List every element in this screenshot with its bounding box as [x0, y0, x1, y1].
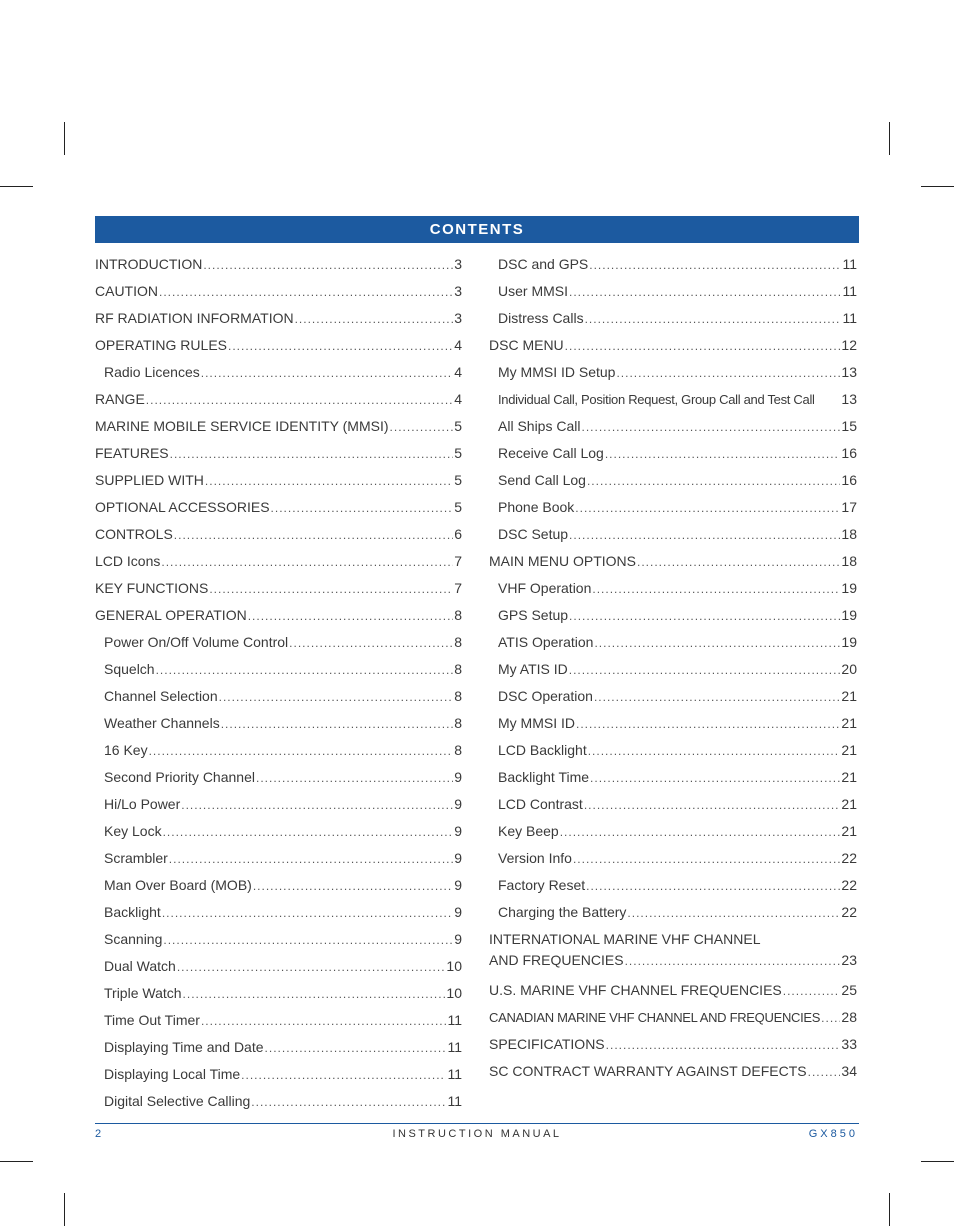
- toc-entry-page: 21: [841, 796, 857, 812]
- toc-entry[interactable]: [95, 359, 462, 386]
- toc-entry-page: 5: [454, 472, 462, 488]
- toc-leader-dots: [783, 978, 841, 1005]
- toc-entry-title: Send Call Log: [498, 472, 586, 488]
- toc-entry-page: 8: [454, 715, 462, 731]
- toc-entry[interactable]: [95, 872, 462, 899]
- toc-entry-title: Backlight: [104, 904, 161, 920]
- toc-entry[interactable]: [489, 494, 857, 521]
- toc-entry-title: CAUTION: [95, 283, 158, 299]
- toc-entry-title: FEATURES: [95, 445, 169, 461]
- toc-leader-dots: [576, 711, 840, 738]
- toc-leader-dots: [248, 603, 454, 630]
- toc-entry[interactable]: [489, 818, 857, 845]
- contents-heading: CONTENTS: [95, 216, 859, 243]
- crop-mark-top-right-horizontal: [921, 186, 954, 187]
- toc-entry-title: Power On/Off Volume Control: [104, 634, 289, 650]
- toc-entry-title: INTRODUCTION: [95, 256, 203, 272]
- toc-entry-title: Key Beep: [498, 823, 559, 839]
- toc-entry-page: 8: [454, 688, 462, 704]
- toc-entry-page: 3: [454, 310, 462, 326]
- toc-leader-dots: [256, 765, 453, 792]
- toc-entry-page: 9: [454, 796, 462, 812]
- toc-entry[interactable]: [489, 737, 857, 764]
- toc-leader-dots: [253, 873, 453, 900]
- toc-entry-page: 19: [841, 580, 857, 596]
- toc-entry[interactable]: [489, 629, 857, 656]
- toc-entry[interactable]: [95, 521, 462, 548]
- toc-entry-title: MAIN MENU OPTIONS: [489, 553, 637, 569]
- toc-entry[interactable]: [95, 656, 462, 683]
- toc-entry-page: 16: [841, 445, 857, 461]
- toc-entry-title: KEY FUNCTIONS: [95, 580, 209, 596]
- toc-entry-page: 9: [454, 823, 462, 839]
- toc-leader-dots: [588, 738, 841, 765]
- toc-entry-title: DSC Operation: [498, 688, 593, 704]
- toc-entry-title: Key Lock: [104, 823, 162, 839]
- toc-entry[interactable]: [489, 305, 857, 332]
- toc-entry-page: 11: [447, 1066, 462, 1082]
- toc-entry-title-continued: AND FREQUENCIES: [489, 952, 624, 968]
- toc-entry[interactable]: [95, 845, 462, 872]
- toc-entry[interactable]: [95, 1061, 462, 1088]
- toc-entry-title: My MMSI ID: [498, 715, 575, 731]
- toc-leader-dots: [581, 414, 840, 441]
- toc-entry[interactable]: [489, 929, 857, 977]
- toc-entry-page: 5: [454, 445, 462, 461]
- toc-entry-title: User MMSI: [498, 283, 568, 299]
- crop-mark-top-left-horizontal: [0, 186, 33, 187]
- toc-entry-title: Hi/Lo Power: [104, 796, 181, 812]
- toc-entry-title: SC CONTRACT WARRANTY AGAINST DEFECTS: [489, 1063, 807, 1079]
- toc-leader-dots: [390, 414, 454, 441]
- toc-entry[interactable]: [95, 818, 462, 845]
- toc-leader-dots: [560, 819, 841, 846]
- toc-entry[interactable]: [95, 899, 462, 926]
- crop-mark-top-right-vertical: [889, 122, 890, 155]
- toc-entry-page: 9: [454, 877, 462, 893]
- toc-entry-page: 7: [454, 580, 462, 596]
- toc-entry-page: 9: [454, 904, 462, 920]
- toc-entry-title: Triple Watch: [104, 985, 182, 1001]
- toc-entry-page: 11: [447, 1012, 462, 1028]
- toc-entry[interactable]: [489, 656, 857, 683]
- toc-entry-page: 8: [454, 607, 462, 623]
- toc-entry-title: U.S. MARINE VHF CHANNEL FREQUENCIES: [489, 982, 782, 998]
- toc-entry[interactable]: [489, 332, 857, 359]
- toc-entry[interactable]: [489, 413, 857, 440]
- toc-leader-dots: [592, 576, 840, 603]
- toc-leader-dots: [575, 495, 840, 522]
- toc-entry-page: 8: [454, 634, 462, 650]
- toc-entry-page: 21: [841, 715, 857, 731]
- toc-entry-page: 6: [454, 526, 462, 542]
- toc-leader-dots: [201, 360, 453, 387]
- toc-leader-dots: [228, 333, 453, 360]
- toc-entry[interactable]: [95, 575, 462, 602]
- toc-entry-page: 28: [841, 1009, 857, 1025]
- toc-entry[interactable]: [95, 791, 462, 818]
- toc-entry-page: 4: [454, 364, 462, 380]
- toc-leader-dots: [156, 657, 454, 684]
- toc-entry[interactable]: [489, 710, 857, 737]
- toc-leader-dots: [589, 252, 841, 279]
- toc-entry-title: RANGE: [95, 391, 145, 407]
- toc-leader-dots: [174, 522, 453, 549]
- toc-entry-page: 18: [841, 526, 857, 542]
- toc-entry-title: CANADIAN MARINE VHF CHANNEL AND FREQUENCIES: [489, 1010, 821, 1025]
- toc-entry[interactable]: [489, 251, 857, 278]
- toc-entry-page: 11: [447, 1093, 462, 1109]
- toc-entry[interactable]: [95, 548, 462, 575]
- toc-leader-dots: [271, 495, 454, 522]
- toc-entry-page: 33: [841, 1036, 857, 1052]
- footer-rule: [95, 1123, 859, 1124]
- toc-entry-page: 19: [841, 607, 857, 623]
- toc-entry-page: 13: [841, 391, 857, 407]
- toc-entry-title: ATIS Operation: [498, 634, 594, 650]
- toc-entry-page: 22: [841, 877, 857, 893]
- toc-leader-dots: [569, 603, 840, 630]
- toc-entry[interactable]: [95, 683, 462, 710]
- toc-entry[interactable]: [489, 764, 857, 791]
- toc-entry-title: VHF Operation: [498, 580, 592, 596]
- toc-entry-page: 34: [841, 1063, 857, 1079]
- toc-leader-dots: [170, 441, 454, 468]
- toc-leader-dots: [265, 1035, 447, 1062]
- toc-leader-dots: [569, 657, 841, 684]
- toc-leader-dots: [573, 846, 840, 873]
- toc-entry-page: 18: [841, 553, 857, 569]
- toc-entry[interactable]: [95, 764, 462, 791]
- toc-entry-title: Dual Watch: [104, 958, 176, 974]
- toc-entry-page: 7: [454, 553, 462, 569]
- toc-entry-page: 11: [842, 256, 857, 272]
- toc-right-column: [489, 251, 857, 1085]
- toc-entry[interactable]: [95, 1088, 462, 1115]
- toc-entry[interactable]: [489, 1004, 857, 1031]
- toc-entry-title: 16 Key: [104, 742, 148, 758]
- toc-entry[interactable]: [95, 413, 462, 440]
- toc-entry-page: 9: [454, 769, 462, 785]
- toc-entry-title: Radio Licences: [104, 364, 200, 380]
- toc-entry-title: LCD Backlight: [498, 742, 587, 758]
- footer-manual-label: INSTRUCTION MANUAL: [392, 1128, 562, 1140]
- footer-model: GX850: [808, 1128, 858, 1140]
- toc-entry[interactable]: [95, 737, 462, 764]
- toc-entry-page: 19: [841, 634, 857, 650]
- toc-leader-dots: [584, 792, 841, 819]
- toc-entry[interactable]: [489, 899, 857, 926]
- toc-leader-dots: [209, 576, 453, 603]
- toc-leader-dots: [162, 900, 453, 927]
- toc-entry[interactable]: [95, 602, 462, 629]
- toc-left-column: [95, 251, 462, 1115]
- crop-mark-top-left-vertical: [64, 122, 65, 155]
- crop-mark-bottom-right-horizontal: [921, 1161, 954, 1162]
- toc-entry[interactable]: [489, 521, 857, 548]
- toc-entry[interactable]: [489, 1058, 857, 1085]
- toc-entry-title: GPS Setup: [498, 607, 569, 623]
- toc-leader-dots: [586, 873, 840, 900]
- toc-entry[interactable]: [95, 953, 462, 980]
- toc-entry-title: INTERNATIONAL MARINE VHF CHANNEL: [489, 931, 761, 947]
- toc-leader-dots: [181, 792, 453, 819]
- toc-leader-dots: [146, 387, 453, 414]
- toc-entry-page: 8: [454, 661, 462, 677]
- toc-entry-page: 3: [454, 256, 462, 272]
- toc-entry-title: Time Out Timer: [104, 1012, 200, 1028]
- toc-entry[interactable]: [489, 575, 857, 602]
- toc-leader-dots: [605, 441, 841, 468]
- toc-leader-dots: [161, 549, 453, 576]
- toc-entry[interactable]: [95, 467, 462, 494]
- toc-leader-dots: [625, 951, 841, 972]
- toc-entry-page: 15: [841, 418, 857, 434]
- toc-entry[interactable]: [95, 251, 462, 278]
- toc-entry[interactable]: [95, 305, 462, 332]
- toc-entry-title: My ATIS ID: [498, 661, 568, 677]
- toc-entry-title: OPERATING RULES: [95, 337, 227, 353]
- toc-entry-title: All Ships Call: [498, 418, 581, 434]
- toc-entry-title: Displaying Local Time: [104, 1066, 241, 1082]
- toc-entry-title: LCD Icons: [95, 553, 161, 569]
- toc-entry-page: 22: [841, 904, 857, 920]
- toc-leader-dots: [221, 711, 454, 738]
- toc-entry-title: Man Over Board (MOB): [104, 877, 252, 893]
- toc-entry-title: Weather Channels: [104, 715, 220, 731]
- toc-leader-dots: [203, 252, 453, 279]
- toc-entry-page: 23: [841, 952, 857, 968]
- crop-mark-bottom-right-vertical: [889, 1193, 890, 1226]
- toc-entry[interactable]: [95, 332, 462, 359]
- toc-entry-title: Second Priority Channel: [104, 769, 255, 785]
- toc-leader-dots: [201, 1008, 447, 1035]
- toc-leader-dots: [241, 1062, 446, 1089]
- toc-entry[interactable]: [489, 1031, 857, 1058]
- toc-entry-title: Backlight Time: [498, 769, 590, 785]
- toc-leader-dots: [177, 954, 446, 981]
- toc-leader-dots: [821, 1005, 840, 1032]
- toc-leader-dots: [594, 630, 840, 657]
- toc-entry[interactable]: [489, 602, 857, 629]
- toc-leader-dots: [590, 765, 840, 792]
- toc-entry-page: 5: [454, 418, 462, 434]
- toc-entry-title: Scanning: [104, 931, 163, 947]
- toc-leader-dots: [616, 360, 840, 387]
- toc-entry[interactable]: [489, 845, 857, 872]
- toc-entry[interactable]: [95, 629, 462, 656]
- toc-entry[interactable]: [489, 977, 857, 1004]
- toc-entry-title: DSC and GPS: [498, 256, 589, 272]
- toc-entry[interactable]: [489, 467, 857, 494]
- toc-leader-dots: [569, 522, 840, 549]
- footer-page-number: 2: [95, 1128, 104, 1140]
- toc-entry-page: 9: [454, 850, 462, 866]
- toc-entry-title: My MMSI ID Setup: [498, 364, 616, 380]
- toc-leader-dots: [808, 1059, 841, 1086]
- toc-entry[interactable]: [95, 440, 462, 467]
- toc-entry-page: 17: [841, 499, 857, 515]
- toc-entry-title: GENERAL OPERATION: [95, 607, 247, 623]
- toc-entry-page: 11: [842, 310, 857, 326]
- toc-leader-dots: [251, 1089, 446, 1116]
- toc-entry[interactable]: [489, 359, 857, 386]
- toc-leader-dots: [569, 279, 841, 306]
- toc-leader-dots: [163, 819, 454, 846]
- toc-leader-dots: [159, 279, 453, 306]
- toc-entry-page: 20: [841, 661, 857, 677]
- toc-entry[interactable]: [95, 494, 462, 521]
- toc-entry-title: MARINE MOBILE SERVICE IDENTITY (MMSI): [95, 418, 389, 434]
- toc-entry-title: OPTIONAL ACCESSORIES: [95, 499, 270, 515]
- toc-entry-page: 16: [841, 472, 857, 488]
- toc-entry-page: 5: [454, 499, 462, 515]
- toc-leader-dots: [594, 684, 840, 711]
- toc-leader-dots: [606, 1032, 841, 1059]
- toc-leader-dots: [587, 468, 840, 495]
- toc-entry-title: Distress Calls: [498, 310, 584, 326]
- toc-entry-page: 10: [446, 958, 462, 974]
- toc-entry-title: SUPPLIED WITH: [95, 472, 204, 488]
- toc-leader-dots: [169, 846, 453, 873]
- toc-entry-title: DSC MENU: [489, 337, 564, 353]
- toc-entry[interactable]: [489, 548, 857, 575]
- toc-entry[interactable]: [489, 386, 857, 413]
- toc-entry[interactable]: [95, 710, 462, 737]
- toc-entry[interactable]: [489, 440, 857, 467]
- crop-mark-bottom-left-vertical: [64, 1193, 65, 1226]
- toc-entry-page: 8: [454, 742, 462, 758]
- toc-entry-page: 21: [841, 688, 857, 704]
- toc-entry-title: SPECIFICATIONS: [489, 1036, 605, 1052]
- toc-leader-dots: [637, 549, 840, 576]
- toc-entry-title: Version Info: [498, 850, 572, 866]
- toc-entry-page: 25: [841, 982, 857, 998]
- toc-entry-title: Channel Selection: [104, 688, 218, 704]
- toc-entry[interactable]: [489, 791, 857, 818]
- toc-entry-page: 21: [841, 823, 857, 839]
- toc-entry-title: Displaying Time and Date: [104, 1039, 264, 1055]
- toc-entry-title: Charging the Battery: [498, 904, 627, 920]
- toc-leader-dots: [219, 684, 454, 711]
- toc-entry-title: CONTROLS: [95, 526, 173, 542]
- toc-entry-page: 11: [842, 283, 857, 299]
- toc-leader-dots: [149, 738, 454, 765]
- toc-entry-title: RF RADIATION INFORMATION: [95, 310, 294, 326]
- toc-entry-page: 9: [454, 931, 462, 947]
- toc-entry[interactable]: [489, 278, 857, 305]
- toc-entry-title: Digital Selective Calling: [104, 1093, 251, 1109]
- toc-leader-dots: [205, 468, 453, 495]
- toc-entry[interactable]: [95, 1007, 462, 1034]
- toc-entry-page: 22: [841, 850, 857, 866]
- toc-entry[interactable]: [95, 1034, 462, 1061]
- toc-leader-dots: [565, 333, 841, 360]
- toc-leader-dots: [289, 630, 453, 657]
- toc-leader-dots: [183, 981, 446, 1008]
- toc-leader-dots: [295, 306, 454, 333]
- toc-entry-title: DSC Setup: [498, 526, 569, 542]
- toc-leader-dots: [627, 900, 840, 927]
- toc-entry[interactable]: [95, 926, 462, 953]
- toc-entry-page: 3: [454, 283, 462, 299]
- toc-leader-dots: [163, 927, 453, 954]
- toc-entry[interactable]: [489, 683, 857, 710]
- crop-mark-bottom-left-horizontal: [0, 1161, 33, 1162]
- toc-entry[interactable]: [95, 980, 462, 1007]
- toc-entry-page: 4: [454, 337, 462, 353]
- toc-entry-page: 13: [841, 364, 857, 380]
- toc-entry-title: Scrambler: [104, 850, 168, 866]
- toc-entry-page: 4: [454, 391, 462, 407]
- toc-entry-title: Squelch: [104, 661, 155, 677]
- toc-entry-page: 11: [447, 1039, 462, 1055]
- toc-entry-title: Receive Call Log: [498, 445, 604, 461]
- toc-entry-page: 21: [841, 742, 857, 758]
- toc-leader-dots: [585, 306, 842, 333]
- toc-entry-title: Individual Call, Position Request, Group Call and Test Call: [498, 392, 815, 407]
- toc-entry-page: 10: [446, 985, 462, 1001]
- toc-entry-page: 12: [841, 337, 857, 353]
- toc-entry-page: 21: [841, 769, 857, 785]
- toc-entry-title: LCD Contrast: [498, 796, 583, 812]
- toc-entry[interactable]: [95, 386, 462, 413]
- toc-entry-title: Phone Book: [498, 499, 575, 515]
- toc-entry[interactable]: [95, 278, 462, 305]
- toc-entry[interactable]: [489, 872, 857, 899]
- toc-entry-title: Factory Reset: [498, 877, 586, 893]
